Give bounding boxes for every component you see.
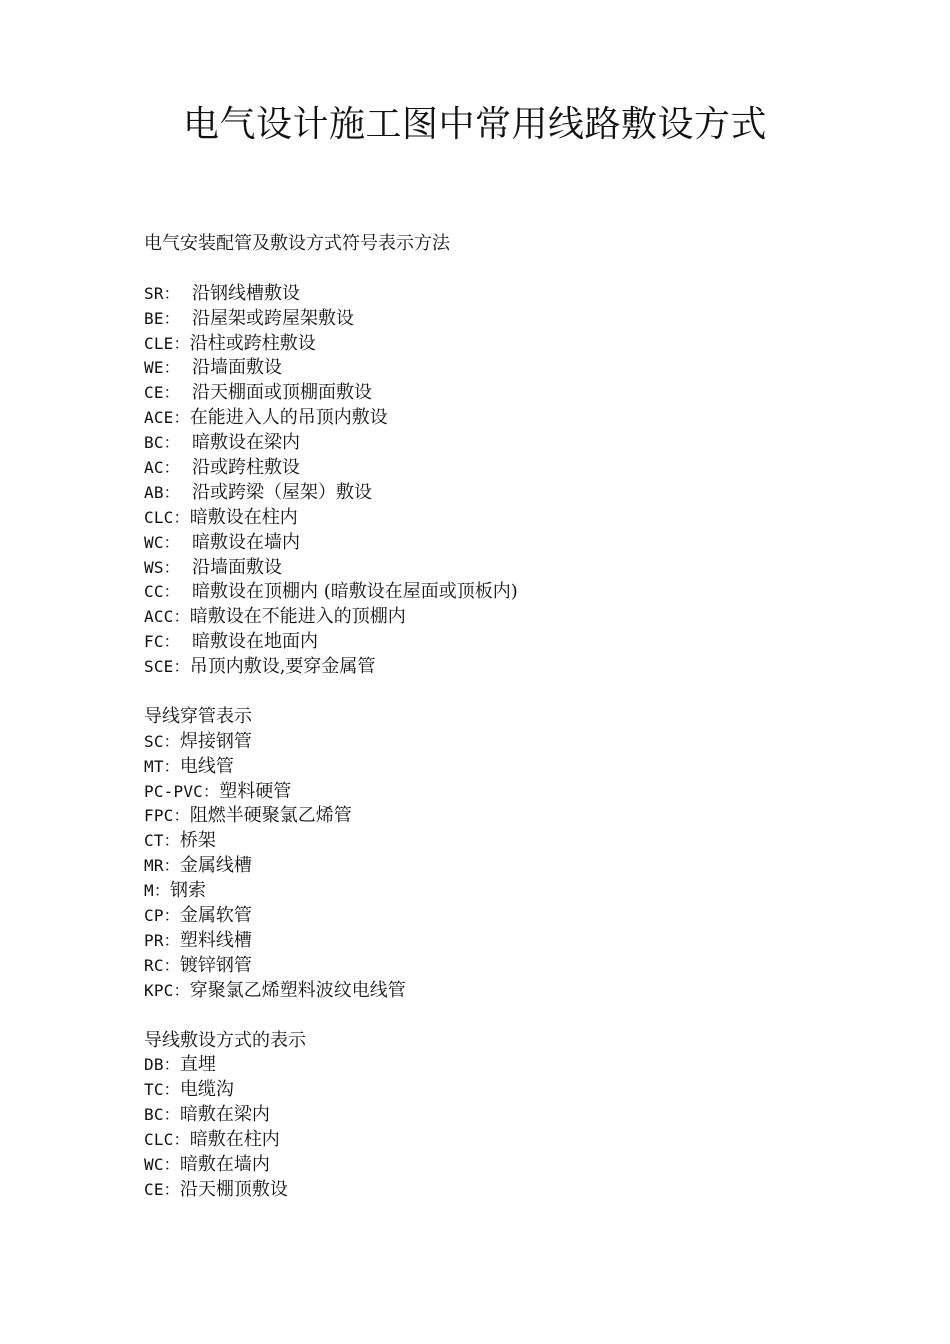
list-item [144,929,904,954]
list-item [144,1053,904,1078]
symbol-description: 在能进入人的吊顶内敷设 [189,407,388,429]
symbol-description: 沿钢线槽敷设 [192,282,300,304]
symbol-description: 沿墙面敷设 [192,357,282,379]
symbol-description: 暗敷在梁内 [179,1104,270,1126]
symbol-description: 沿墙面敷设 [192,556,282,578]
blank-line [144,1004,904,1029]
symbol-code: FPC： [144,806,190,826]
symbol-code: RC： [144,955,180,975]
list-item [144,406,904,431]
symbol-code: CLC： [144,507,190,527]
symbol-code: CT： [144,831,180,851]
section-heading-wiring-methods: 导线敷设方式的表示 [144,1029,306,1051]
section-heading-conduit: 导线穿管表示 [144,705,252,727]
symbol-code: FC： [144,632,180,652]
list-item [144,655,904,680]
symbol-description: 塑料线槽 [179,929,252,951]
symbol-code: WC： [144,1154,180,1174]
symbol-description: 电线管 [179,755,234,777]
symbol-description: 暗敷设在不能进入的顶棚内 [189,606,406,628]
symbol-description: 直埋 [179,1054,216,1076]
list-item [144,1078,904,1103]
list-item [144,780,904,805]
symbol-description: 暗敷设在柱内 [189,506,298,528]
symbol-code: M： [144,881,171,901]
document-title: 电气设计施工图中常用线路敷设方式 [182,104,767,145]
symbol-description: 金属软管 [179,905,252,927]
symbol-description: 阻燃半硬聚氯乙烯管 [189,805,352,827]
symbol-code: SR： [144,283,180,303]
list-item [144,506,904,531]
list-item [144,1153,904,1178]
symbol-description: 沿或跨柱敷设 [192,457,300,479]
symbol-code: WS： [144,557,180,577]
symbol-code: MR： [144,856,180,876]
symbol-code: WC： [144,532,180,552]
section-heading-laying-symbols: 电气安装配管及敷设方式符号表示方法 [144,233,450,254]
symbol-description: 暗敷设在顶棚内 (暗敷设在屋面或顶板内) [192,581,518,603]
symbol-code: WE： [144,358,180,378]
list-item [144,356,904,381]
symbol-description: 暗敷在柱内 [189,1129,280,1151]
symbol-code: CC： [144,582,180,602]
symbol-code: AB： [144,482,180,502]
wiring-methods-list [144,1053,904,1202]
list-item [144,630,904,655]
list-item [144,332,904,357]
list-item [144,580,904,605]
list-item [144,829,904,854]
list-item [144,1103,904,1128]
symbol-code: CE： [144,1179,180,1199]
symbol-code: CP： [144,906,180,926]
laying-symbols-list [144,282,904,680]
list-item [144,531,904,556]
symbol-description: 沿或跨梁（屋架）敷设 [192,481,372,503]
symbol-description: 沿天棚顶敷设 [179,1178,288,1200]
symbol-description: 塑料硬管 [219,780,292,802]
symbol-description: 沿柱或跨柱敷设 [189,332,316,354]
symbol-code: TC： [144,1080,180,1100]
list-item [144,979,904,1004]
list-item [144,904,904,929]
list-item [144,1128,904,1153]
list-item [144,854,904,879]
symbol-description: 钢索 [170,880,207,902]
document-body [144,232,904,1203]
list-item [144,1178,904,1203]
symbol-description: 桥架 [179,830,216,852]
blank-line [144,257,904,282]
symbol-description: 暗敷设在地面内 [192,631,318,653]
symbol-description: 沿屋架或跨屋架敷设 [192,307,354,329]
symbol-code: BC： [144,433,180,453]
conduit-list [144,730,904,1004]
symbol-code: ACE： [144,408,190,428]
symbol-code: CLC： [144,1130,190,1150]
symbol-description: 沿天棚面或顶棚面敷设 [192,382,372,404]
symbol-code: BC： [144,1105,180,1125]
list-item [144,481,904,506]
symbol-description: 吊顶内敷设,要穿金属管 [189,656,376,678]
symbol-code: PC-PVC： [144,781,220,801]
list-item [144,879,904,904]
symbol-description: 穿聚氯乙烯塑料波纹电线管 [189,979,406,1001]
list-item [144,456,904,481]
list-item [144,954,904,979]
list-item [144,381,904,406]
symbol-description: 暗敷设在墙内 [192,531,300,553]
symbol-description: 暗敷设在梁内 [192,432,300,454]
symbol-code: SCE： [144,657,190,677]
symbol-code: KPC： [144,980,190,1000]
symbol-description: 金属线槽 [179,855,252,877]
symbol-code: BE： [144,308,180,328]
symbol-code: AC： [144,458,180,478]
list-item [144,556,904,581]
blank-line [144,680,904,705]
list-item [144,431,904,456]
symbol-description: 焊接钢管 [179,730,252,752]
symbol-code: PR： [144,930,180,950]
list-item [144,755,904,780]
list-item [144,730,904,755]
list-item [144,804,904,829]
list-item [144,307,904,332]
symbol-description: 镀锌钢管 [179,954,252,976]
symbol-code: DB： [144,1055,180,1075]
list-item [144,605,904,630]
symbol-code: CLE： [144,333,190,353]
symbol-description: 暗敷在墙内 [179,1153,270,1175]
list-item [144,282,904,307]
symbol-code: SC： [144,731,180,751]
symbol-code: CE： [144,383,180,403]
symbol-code: ACC： [144,607,190,627]
symbol-description: 电缆沟 [179,1079,234,1101]
symbol-code: MT： [144,756,180,776]
